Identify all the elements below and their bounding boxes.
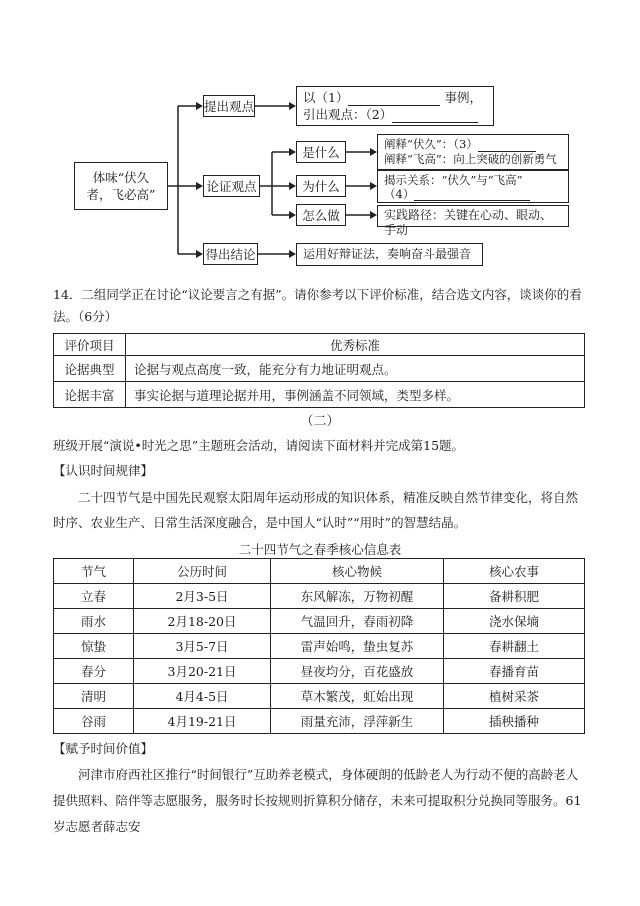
blank-1[interactable] [348, 92, 440, 106]
part-2-tag: 【赋予时间价值】 [53, 741, 154, 756]
node-argue-viewpoint: 论证观点 [203, 175, 260, 197]
evaluation-table [53, 333, 585, 408]
conclusion-box: 运用好辩证法，奏响奋斗最强音 [296, 243, 483, 266]
table-row: 谷雨 4月19-21日 雨量充沛，浮萍新生 插秧播种 [54, 709, 585, 734]
diagram-root-text: 体味“伏久者，飞必高” [86, 170, 156, 202]
solar-terms-table-title: 二十四节气之春季核心信息表 [238, 542, 402, 557]
node-propose-viewpoint: 提出观点 [203, 95, 255, 117]
part-1-tag: 【认识时间规律】 [53, 463, 154, 478]
section-2-title: （二） [300, 414, 340, 429]
blank-3[interactable] [478, 140, 536, 152]
section-2-intro: 班级开展“演说•时光之思”主题班会活动，请阅读下面材料并完成第15题。 [53, 438, 465, 453]
blank-2[interactable] [392, 109, 478, 123]
table-row: 论据典型 论据与观点高度一致，能充分有力地证明观点。 [54, 356, 585, 382]
table-row: 立春 2月3-5日 东风解冻，万物初醒 备耕积肥 [54, 584, 585, 609]
node-draw-conclusion: 得出结论 [203, 243, 258, 265]
table-header-row: 节气 公历时间 核心物候 核心农事 [54, 559, 585, 584]
propose-line-1: 以（1） 事例， [303, 90, 482, 105]
node-what: 是什么 [296, 141, 346, 163]
table-row: 论据丰富 事实论据与道理论据并用，事例涵盖不同领域，类型多样。 [54, 382, 585, 408]
diagram-root-box [74, 162, 168, 210]
table-row: 雨水 2月18-20日 气温回升，春雨初降 浇水保墒 [54, 609, 585, 634]
blank-4[interactable] [414, 189, 530, 201]
how-detail-box: 实践路径：关键在心动、眼动、手动 [377, 205, 569, 227]
what-detail-box: 阐释“伏久”：（3） 阐释“飞高”：向上突破的创新勇气 [377, 134, 569, 170]
propose-detail-box [296, 86, 494, 126]
table-header-row: 评价项目 优秀标准 [54, 334, 585, 356]
node-how: 怎么做 [296, 204, 346, 226]
part-1-paragraph: 二十四节气是中国先民观察太阳周年运动形成的知识体系，精准反映自然节律变化，将自然时序、农业生产、日常生活深度融合，是中国人“认时”“用时”的智慧结晶。 [53, 490, 579, 530]
propose-line-2: 引出观点：（2） [303, 106, 487, 123]
solar-terms-table [53, 558, 585, 734]
part-2-paragraph: 河津市府西社区推行“时间银行”互助养老模式，身体硬朗的低龄老人为行动不便的高龄老人提供照料、陪伴等志愿服务，服务时长按规则折算积分储存，未来可提取积分兑换同等服务。61岁志愿者薛志安 [53, 767, 582, 834]
table-row: 春分 3月20-21日 昼夜均分，百花盛放 春播育苗 [54, 659, 585, 684]
node-why: 为什么 [296, 175, 346, 197]
why-detail-box: 揭示关系：“伏久”与“飞高” （4） [377, 170, 569, 203]
table-row: 惊蛰 3月5-7日 雷声始鸣，蛰虫复苏 春耕翻土 [54, 634, 585, 659]
table-row: 清明 4月4-5日 草木繁茂，虹始出现 植树采茶 [54, 684, 585, 709]
question-14-text: 14．二组同学正在讨论“议论要言之有据”。请你参考以下评价标准，结合选文内容，谈谈你的看法。（6分） [53, 287, 582, 324]
